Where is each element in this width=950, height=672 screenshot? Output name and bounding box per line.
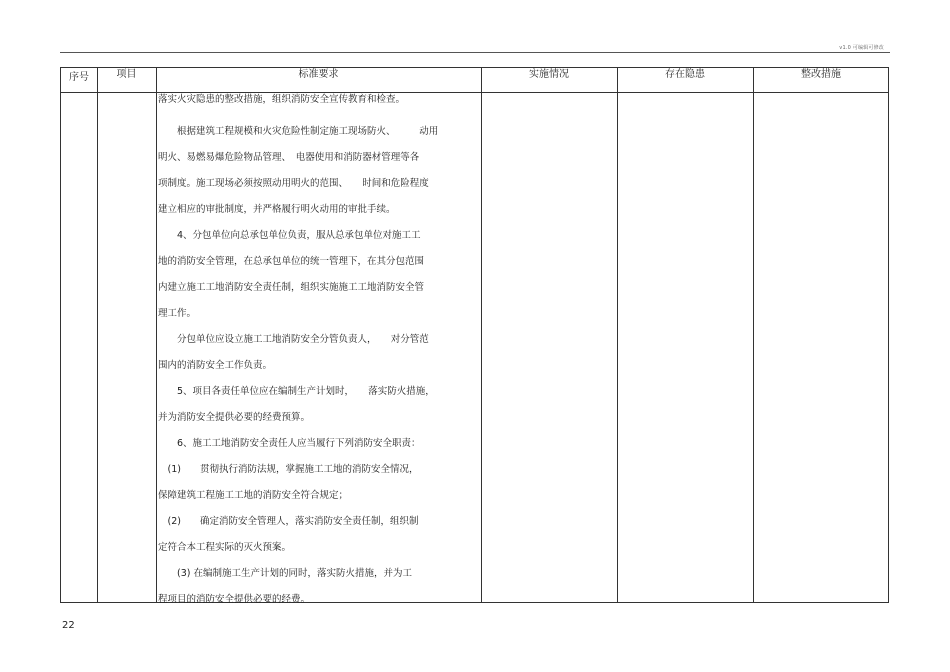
inspection-table <box>60 67 889 603</box>
header-rule <box>60 52 890 53</box>
text-line: 程项目的消防安全提供必要的经费。 <box>158 594 311 605</box>
text-line: 围内的消防安全工作负责。 <box>158 360 273 371</box>
text-line: 分包单位应设立施工工地消防安全分管负责人， 对分管范 <box>158 334 429 345</box>
column-divider <box>753 68 754 602</box>
text-line: 落实火灾隐患的整改措施，组织消防安全宣传教育和检查。 <box>158 94 406 105</box>
column-divider <box>156 68 157 602</box>
column-header-index: 序号 <box>69 72 89 83</box>
text-line: (1) 贯彻执行消防法规，掌握施工工地的消防安全情况， <box>158 464 419 475</box>
text-line: 5、项目各责任单位应在编制生产计划时， 落实防火措施， <box>158 386 435 397</box>
column-divider <box>481 68 482 602</box>
version-label: v1.0 可编辑可修改 <box>839 45 884 51</box>
text-line: 保障建筑工程施工工地的消防安全符合规定； <box>158 490 349 501</box>
text-line: 定符合本工程实际的灭火预案。 <box>158 542 292 553</box>
text-line: (3) 在编制施工生产计划的同时，落实防火措施，并为工 <box>158 568 412 579</box>
text-line: 明火、易燃易爆危险物品管理、 电器使用和消防器材管理等各 <box>158 152 420 163</box>
column-header-item: 项目 <box>116 69 137 80</box>
page-number: 22 <box>62 620 75 631</box>
text-line: 理工作。 <box>158 308 197 319</box>
text-line: 6、施工工地消防安全责任人应当履行下列消防安全职责： <box>158 438 421 449</box>
column-header-standard: 标准要求 <box>298 69 339 80</box>
text-line: 4、分包单位向总承包单位负责，服从总承包单位对施工工 <box>158 230 421 241</box>
text-line: 建立相应的审批制度，并严格履行明火动用的审批手续。 <box>158 204 396 215</box>
standard-requirements-text <box>158 93 480 613</box>
column-header-rectification: 整改措施 <box>801 69 841 80</box>
text-line: 项制度。施工现场必须按照动用明火的范围、 时间和危险程度 <box>158 178 429 189</box>
text-line: 并为消防安全提供必要的经费预算。 <box>158 412 311 423</box>
text-line: (2) 确定消防安全管理人，落实消防安全责任制，组织制 <box>158 516 419 527</box>
text-line: 内建立施工工地消防安全责任制，组织实施施工工地消防安全管 <box>158 282 425 293</box>
column-header-hazards: 存在隐患 <box>665 69 705 80</box>
text-line: 根据建筑工程规模和火灾危险性制定施工现场防火、 动用 <box>158 126 439 137</box>
column-header-implementation: 实施情况 <box>529 69 569 80</box>
text-line: 地的消防安全管理，在总承包单位的统一管理下，在其分包范围 <box>158 256 425 267</box>
column-divider <box>617 68 618 602</box>
column-divider <box>97 68 98 602</box>
